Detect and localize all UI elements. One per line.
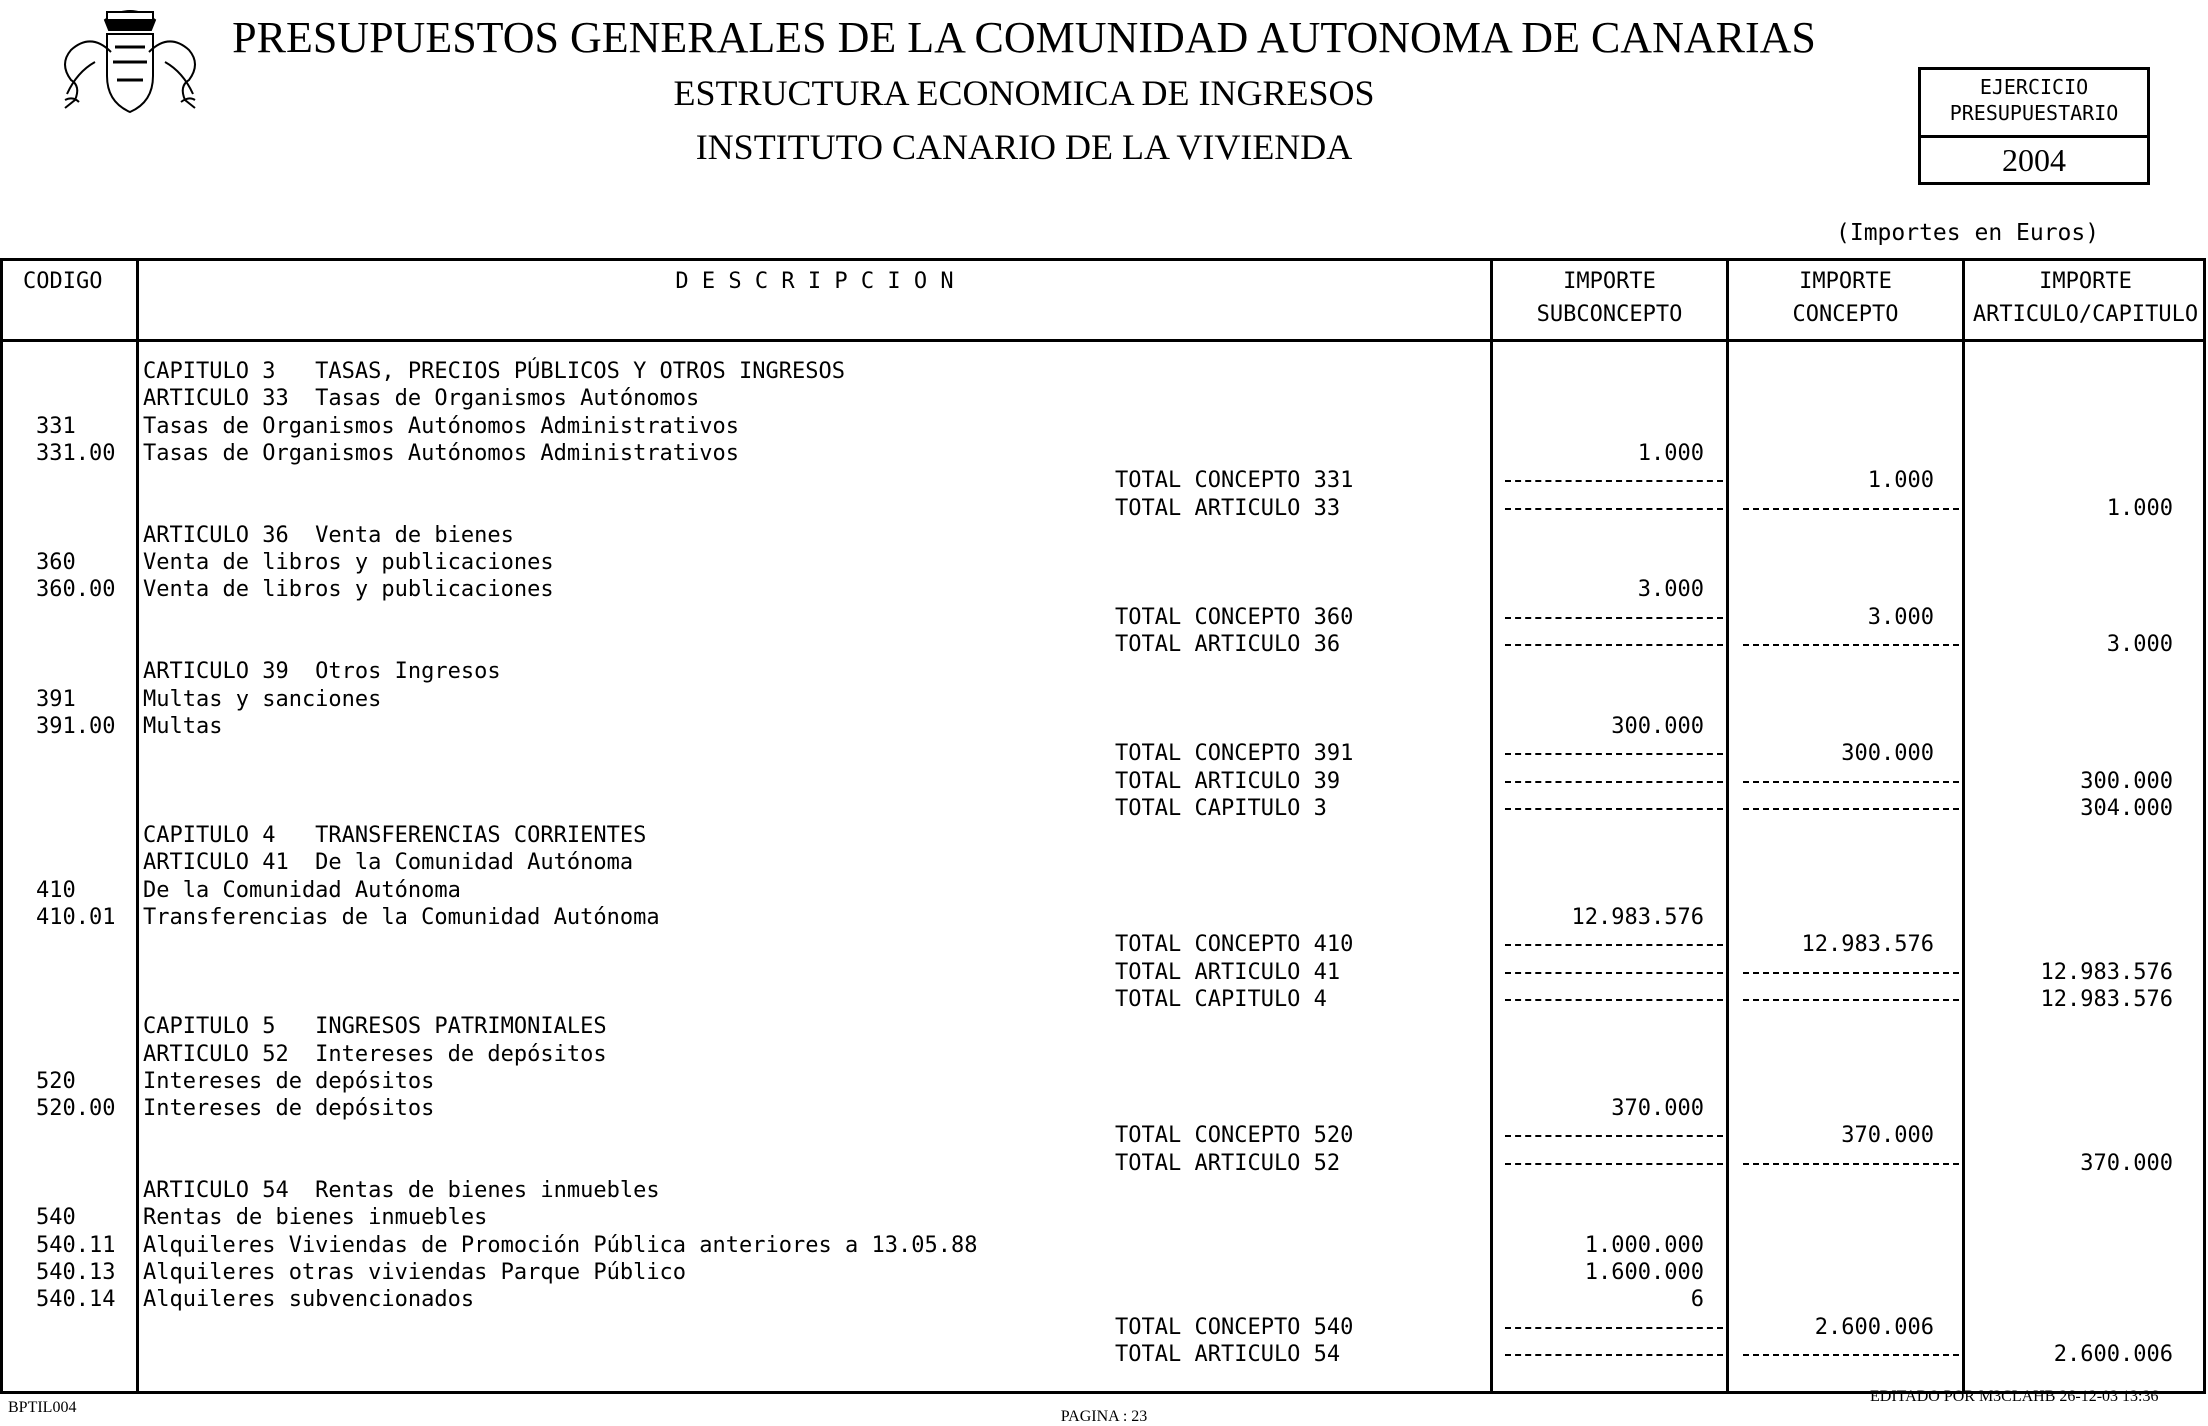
importe-subconcepto: 300.000 <box>1611 713 1704 739</box>
importe-articulo: 304.000 <box>2080 795 2173 821</box>
subtotal-dash-line <box>1505 808 1723 810</box>
subtotal-dash-line <box>1505 999 1723 1001</box>
row-description: Alquileres subvencionados <box>143 1287 475 1313</box>
importe-articulo: 12.983.576 <box>2040 986 2173 1012</box>
table-row <box>3 904 2208 931</box>
table-row <box>3 931 2208 958</box>
row-code: 391 <box>36 686 76 712</box>
row-description: Intereses de depósitos <box>143 1096 435 1122</box>
row-code: 540.11 <box>36 1232 116 1258</box>
table-row <box>3 1259 2208 1286</box>
row-description: Tasas de Organismos Autónomos Administrativos <box>143 413 740 439</box>
row-code: 360 <box>36 550 76 576</box>
subtotal-dash-line <box>1743 808 1959 810</box>
table-row <box>3 986 2208 1013</box>
row-description: ARTICULO 41 De la Comunidad Autónoma <box>143 850 634 876</box>
row-description: ARTICULO 39 Otros Ingresos <box>143 659 501 685</box>
table-row <box>3 413 2208 440</box>
table-row <box>3 1286 2208 1313</box>
row-description: Venta de libros y publicaciones <box>143 577 554 603</box>
row-description: ARTICULO 54 Rentas de bienes inmuebles <box>143 1178 660 1203</box>
row-total-label: TOTAL CONCEPTO 520 <box>1115 1123 1354 1149</box>
subtotal-dash-line <box>1505 1135 1723 1137</box>
row-description: Transferencias de la Comunidad Autónoma <box>143 905 660 930</box>
row-description: ARTICULO 52 Intereses de depósitos <box>143 1041 607 1067</box>
row-description: Intereses de depósitos <box>143 1068 435 1094</box>
row-description: Multas <box>143 713 223 739</box>
entity-name: INSTITUTO CANARIO DE LA VIVIENDA <box>695 127 1353 167</box>
row-description: Alquileres Viviendas de Promoción Pública anteriores a 13.05.88 <box>143 1232 978 1258</box>
table-row <box>3 1204 2208 1231</box>
table-row <box>3 1150 2208 1177</box>
row-total-label: TOTAL CONCEPTO 331 <box>1115 468 1354 494</box>
subtotal-dash-line <box>1505 944 1723 946</box>
edited-by: EDITADO POR M3CLAHB 26-12-03 13:36 <box>1870 1388 2159 1405</box>
subtotal-dash-line <box>1505 617 1723 619</box>
importe-articulo: 12.983.576 <box>2040 959 2173 985</box>
row-description: ARTICULO 36 Venta de bienes <box>143 522 514 548</box>
table-row <box>3 495 2208 522</box>
table-row <box>3 522 2208 549</box>
table-row <box>3 385 2208 412</box>
col-header-descripcion: D E S C R I P C I O N <box>675 269 954 294</box>
table-row <box>3 1232 2208 1259</box>
row-code: 520.00 <box>36 1096 116 1122</box>
ejercicio-box <box>1918 67 2150 185</box>
row-total-label: TOTAL CAPITULO 3 <box>1115 795 1327 821</box>
document-title: PRESUPUESTOS GENERALES DE LA COMUNIDAD AUTONOMA DE CANARIAS <box>232 13 1816 62</box>
table-row <box>3 1068 2208 1095</box>
row-description: Rentas de bienes inmuebles <box>143 1205 488 1231</box>
importe-articulo: 3.000 <box>2106 632 2173 657</box>
subtotal-dash-line <box>1743 508 1959 510</box>
importe-subconcepto: 1.000 <box>1637 440 1704 466</box>
row-total-label: TOTAL CONCEPTO 391 <box>1115 741 1354 767</box>
table-row <box>3 440 2208 467</box>
subtotal-dash-line <box>1505 508 1723 510</box>
col-header-articulo: IMPORTE ARTICULO/CAPITULO <box>1972 269 2199 327</box>
subtotal-dash-line <box>1505 1354 1723 1356</box>
table-row <box>3 1122 2208 1149</box>
row-description: Venta de libros y publicaciones <box>143 550 554 576</box>
subtotal-dash-line <box>1743 972 1959 974</box>
table-row <box>3 576 2208 603</box>
table-row <box>3 768 2208 795</box>
row-description: Multas y sanciones <box>143 686 382 712</box>
row-code: 331 <box>36 413 76 439</box>
budget-table <box>0 258 2206 1394</box>
importe-articulo: 2.600.006 <box>2053 1341 2173 1367</box>
row-description: De la Comunidad Autónoma <box>143 877 461 903</box>
row-description: Alquileres otras viviendas Parque Público <box>143 1259 687 1285</box>
ejercicio-divider <box>1921 135 2147 138</box>
col-header-subconcepto: IMPORTE SUBCONCEPTO <box>1536 269 1683 327</box>
row-total-label: TOTAL ARTICULO 54 <box>1115 1341 1341 1367</box>
header-divider <box>3 339 2203 342</box>
row-total-label: TOTAL ARTICULO 33 <box>1115 495 1341 521</box>
table-row <box>3 1041 2208 1068</box>
row-total-label: TOTAL CONCEPTO 410 <box>1115 932 1354 958</box>
importe-articulo: 300.000 <box>2080 768 2173 794</box>
row-code: 410 <box>36 877 76 903</box>
page-number: PAGINA : 23 <box>1060 1408 1148 1425</box>
table-row <box>3 877 2208 904</box>
row-code: 540.13 <box>36 1259 116 1285</box>
subtotal-dash-line <box>1505 753 1723 755</box>
subtotal-dash-line <box>1743 644 1959 646</box>
row-code: 410.01 <box>36 905 116 930</box>
table-row <box>3 959 2208 986</box>
table-row <box>3 795 2208 822</box>
table-row <box>3 1013 2208 1040</box>
table-row <box>3 1341 2208 1368</box>
row-code: 540.14 <box>36 1287 116 1313</box>
row-total-label: TOTAL CONCEPTO 540 <box>1115 1314 1354 1340</box>
row-total-label: TOTAL ARTICULO 36 <box>1115 632 1341 657</box>
subtotal-dash-line <box>1743 781 1959 783</box>
importe-articulo: 370.000 <box>2080 1150 2173 1176</box>
col-header-concepto: IMPORTE CONCEPTO <box>1792 269 1899 327</box>
ejercicio-year: 2004 <box>2002 142 2066 178</box>
table-row <box>3 1314 2208 1341</box>
ejercicio-label: EJERCICIO PRESUPUESTARIO <box>1949 75 2119 125</box>
table-row <box>3 740 2208 767</box>
row-code: 391.00 <box>36 713 116 739</box>
row-description: CAPITULO 3 TASAS, PRECIOS PÚBLICOS Y OTROS INGRESOS <box>143 359 845 384</box>
importe-subconcepto: 6 <box>1690 1287 1704 1313</box>
subtotal-dash-line <box>1743 999 1959 1001</box>
importe-concepto: 370.000 <box>1841 1123 1934 1149</box>
subtotal-dash-line <box>1743 1163 1959 1165</box>
subtotal-dash-line <box>1743 1354 1959 1356</box>
table-row <box>3 467 2208 494</box>
row-total-label: TOTAL CONCEPTO 360 <box>1115 604 1354 630</box>
importe-subconcepto: 3.000 <box>1637 577 1704 603</box>
report-code: BPTIL004 <box>8 1399 77 1416</box>
table-row <box>3 686 2208 713</box>
row-total-label: TOTAL ARTICULO 52 <box>1115 1150 1341 1176</box>
table-row <box>3 1095 2208 1122</box>
importe-concepto: 3.000 <box>1867 604 1934 630</box>
subtotal-dash-line <box>1505 1327 1723 1329</box>
table-row <box>3 358 2208 385</box>
row-description: CAPITULO 5 INGRESOS PATRIMONIALES <box>143 1014 607 1040</box>
importe-subconcepto: 1.600.000 <box>1584 1259 1704 1285</box>
importe-articulo: 1.000 <box>2106 495 2173 521</box>
row-description: CAPITULO 4 TRANSFERENCIAS CORRIENTES <box>143 823 647 849</box>
table-row <box>3 631 2208 658</box>
importe-concepto: 1.000 <box>1867 468 1934 494</box>
col-header-codigo: CODIGO <box>23 269 103 294</box>
importe-concepto: 2.600.006 <box>1814 1314 1934 1340</box>
importe-subconcepto: 370.000 <box>1611 1096 1704 1122</box>
importe-subconcepto: 1.000.000 <box>1584 1232 1704 1258</box>
table-row <box>3 549 2208 576</box>
row-code: 520 <box>36 1068 76 1094</box>
subtotal-dash-line <box>1505 1163 1723 1165</box>
units-note: (Importes en Euros) <box>1836 220 2100 246</box>
subtotal-dash-line <box>1505 644 1723 646</box>
subtotal-dash-line <box>1505 480 1723 482</box>
table-row <box>3 1177 2208 1204</box>
importe-subconcepto: 12.983.576 <box>1571 905 1704 930</box>
table-row <box>3 713 2208 740</box>
row-code: 540 <box>36 1205 76 1231</box>
importe-concepto: 12.983.576 <box>1801 932 1934 958</box>
subtotal-dash-line <box>1505 781 1723 783</box>
table-row <box>3 822 2208 849</box>
table-row <box>3 849 2208 876</box>
row-code: 360.00 <box>36 577 116 603</box>
row-total-label: TOTAL CAPITULO 4 <box>1115 986 1327 1012</box>
row-code: 331.00 <box>36 440 116 466</box>
importe-concepto: 300.000 <box>1841 741 1934 767</box>
table-row <box>3 658 2208 685</box>
subtotal-dash-line <box>1505 972 1723 974</box>
document-subtitle: ESTRUCTURA ECONOMICA DE INGRESOS <box>673 73 1375 113</box>
row-description: ARTICULO 33 Tasas de Organismos Autónomos <box>143 386 700 412</box>
row-total-label: TOTAL ARTICULO 39 <box>1115 768 1341 794</box>
table-row <box>3 604 2208 631</box>
row-total-label: TOTAL ARTICULO 41 <box>1115 959 1341 985</box>
row-description: Tasas de Organismos Autónomos Administrativos <box>143 440 740 466</box>
